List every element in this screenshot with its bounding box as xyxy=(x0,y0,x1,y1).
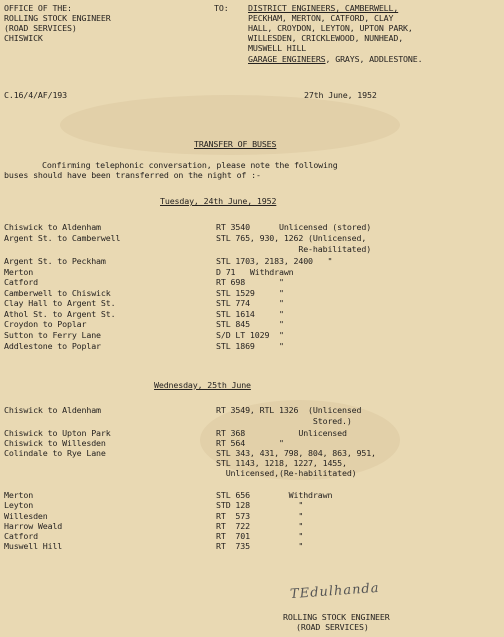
garage-engineers-label: GARAGE ENGINEERS xyxy=(248,54,326,64)
bus-details: RT 698 " xyxy=(216,277,284,287)
from-line: (ROAD SERVICES) xyxy=(4,23,77,33)
memo-title: TRANSFER OF BUSES xyxy=(194,139,277,149)
bus-details: S/D LT 1029 " xyxy=(216,330,284,340)
route-label: Clay Hall to Argent St. xyxy=(4,298,116,308)
route-label: Croydon to Poplar xyxy=(4,319,87,329)
bus-details: RT 564 " xyxy=(216,438,284,448)
route-label: Chiswick to Aldenham xyxy=(4,405,101,415)
route-label: Merton xyxy=(4,490,34,500)
bus-details: RT 368 Unlicensed xyxy=(216,428,347,438)
bus-details: STL 1703, 2183, 2400 " xyxy=(216,256,333,266)
route-label: Chiswick to Aldenham xyxy=(4,222,101,232)
memo-date: 27th June, 1952 xyxy=(304,90,377,100)
route-label: Sutton to Ferry Lane xyxy=(4,330,101,340)
to-line: DISTRICT ENGINEERS, CAMBERWELL, xyxy=(248,3,399,13)
handwritten-signature: TEdulhanda xyxy=(289,580,381,603)
footer-line: ROLLING STOCK ENGINEER xyxy=(283,612,390,622)
to-line: HALL, CROYDON, LEYTON, UPTON PARK, xyxy=(248,23,413,33)
route-label: Athol St. to Argent St. xyxy=(4,309,116,319)
bus-details: STL 1529 " xyxy=(216,288,284,298)
route-label: Addlestone to Poplar xyxy=(4,341,101,351)
route-label: Willesden xyxy=(4,511,48,521)
bus-details: RT 573 " xyxy=(216,511,304,521)
to-line-garage xyxy=(248,54,422,64)
bus-details: RT 3540 Unlicensed (stored) xyxy=(216,222,372,232)
bus-details: Stored.) xyxy=(216,416,352,426)
route-label: Argent St. to Peckham xyxy=(4,256,106,266)
intro-line: Confirming telephonic conversation, please note the following xyxy=(42,160,338,170)
route-label: Chiswick to Willesden xyxy=(4,438,106,448)
bus-details: RT 3549, RTL 1326 (Unlicensed xyxy=(216,405,362,415)
route-label: Muswell Hill xyxy=(4,541,63,551)
from-line: ROLLING STOCK ENGINEER xyxy=(4,13,111,23)
bus-details: D 71 Withdrawn xyxy=(216,267,294,277)
from-line: CHISWICK xyxy=(4,33,43,43)
bus-details: STL 656 Withdrawn xyxy=(216,490,333,500)
bus-details: STL 1143, 1218, 1227, 1455, xyxy=(216,458,347,468)
route-label: Leyton xyxy=(4,500,34,510)
bus-details: STL 1614 " xyxy=(216,309,284,319)
route-label: Harrow Weald xyxy=(4,521,63,531)
bus-details: STD 128 " xyxy=(216,500,304,510)
route-label: Catford xyxy=(4,277,38,287)
to-line: WILLESDEN, CRICKLEWOOD, NUNHEAD, xyxy=(248,33,404,43)
footer-line: (ROAD SERVICES) xyxy=(296,622,369,632)
intro-line: buses should have been transferred on the night of :- xyxy=(4,170,261,180)
bus-details: STL 774 " xyxy=(216,298,284,308)
bus-details: STL 845 " xyxy=(216,319,284,329)
bus-details: RT 722 " xyxy=(216,521,304,531)
to-line: MUSWELL HILL xyxy=(248,43,307,53)
route-label: Catford xyxy=(4,531,38,541)
to-label: TO: xyxy=(214,3,229,13)
bus-details: STL 343, 431, 798, 804, 863, 951, xyxy=(216,448,376,458)
section1-heading: Tuesday, 24th June, 1952 xyxy=(160,196,277,206)
route-label: Argent St. to Camberwell xyxy=(4,233,121,243)
bus-details: RT 701 " xyxy=(216,531,304,541)
route-label: Chiswick to Upton Park xyxy=(4,428,111,438)
section2-heading: Wednesday, 25th June xyxy=(154,380,251,390)
to-line: PECKHAM, MERTON, CATFORD, CLAY xyxy=(248,13,394,23)
route-label: Colindale to Rye Lane xyxy=(4,448,106,458)
route-label: Camberwell to Chiswick xyxy=(4,288,111,298)
bus-details: STL 1869 " xyxy=(216,341,284,351)
route-label: Merton xyxy=(4,267,34,277)
bus-details: STL 765, 930, 1262 (Unlicensed, xyxy=(216,233,367,243)
bus-details: Unlicensed,(Re-habilitated) xyxy=(216,468,357,478)
bus-details: Re-habilitated) xyxy=(216,244,372,254)
bus-details: RT 735 " xyxy=(216,541,304,551)
garage-list: , GRAYS, ADDLESTONE. xyxy=(325,54,423,64)
from-line: OFFICE OF THE: xyxy=(4,3,72,13)
reference-number: C.16/4/AF/193 xyxy=(4,90,67,100)
